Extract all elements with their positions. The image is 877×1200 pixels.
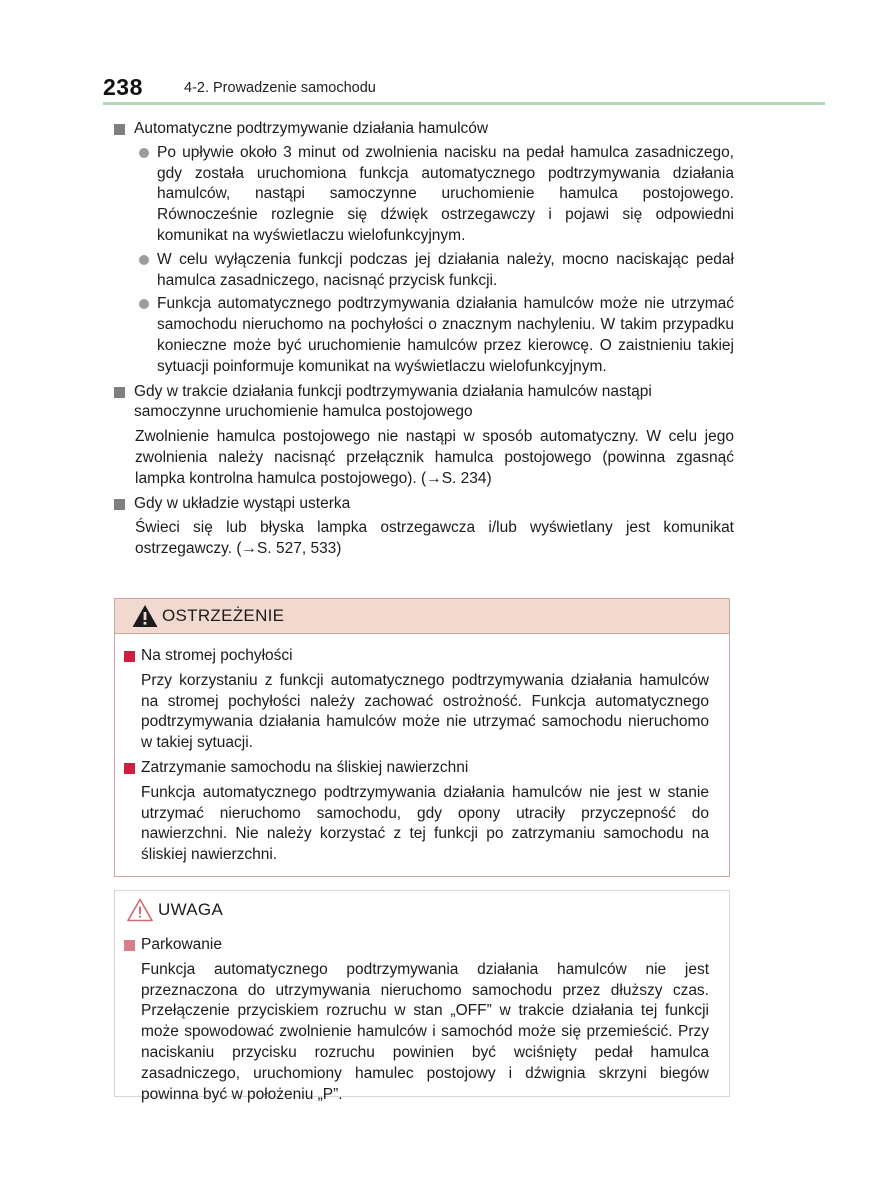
header-rule: [103, 102, 825, 105]
warning-item-heading: [122, 758, 709, 779]
notice-header: [115, 891, 729, 926]
section-heading: [112, 119, 734, 140]
warning-item-heading: [122, 646, 709, 667]
notice-title: UWAGA: [158, 900, 224, 919]
notice-item-text: Funkcja automatycznego podtrzymywania działania hamulców nie jest przeznaczona do utrzymywania nieruchomo samochodu przez dłuższy czas. Przełączenie przyciskiem rozruchu w stan „OFF” w trakcie działania tej funkcji może spowodować zwolnienie hamulców i samochód może się przemieścić. Przy naciskaniu przycisku rozruchu powinien być wciśnięty pedał hamulca zasadniczego, uruchomiony hamulec postojowy i dźwignia skrzyni biegów powinna być w położeniu „P”.: [141, 960, 709, 1103]
page-number: 238: [103, 74, 143, 100]
section-heading-text: Gdy w trakcie działania funkcji podtrzymywania działania hamulców nastąpi samoczynne uruchomienie hamulca postojowego: [134, 382, 652, 421]
notice-item-heading: [122, 935, 709, 956]
warning-box: [114, 598, 730, 877]
main-content: [112, 117, 734, 560]
list-item-text: Po upływie około 3 minut od zwolnienia nacisku na pedał hamulca zasadniczego, gdy została uruchomiona funkcja automatycznego podtrzymywania działania hamulców, nastąpi samoczynne uruchomienie hamulca postojowego. Równocześnie rozlegnie się dźwięk ostrzegawczy i pojawi się odpowiedni komunikat na wyświetlaczu wielofunkcyjnym.: [157, 143, 734, 244]
round-bullet-icon: [139, 255, 149, 265]
notice-item-heading-text: Parkowanie: [141, 936, 222, 953]
round-bullet-icon: [139, 299, 149, 309]
square-bullet-icon: [114, 124, 125, 135]
warning-item-heading-text: Zatrzymanie samochodu na śliskiej nawierzchni: [141, 758, 469, 776]
square-bullet-icon: [124, 940, 135, 951]
section-heading-text: Gdy w układzie wystąpi usterka: [134, 494, 351, 512]
warning-item-text: Funkcja automatycznego podtrzymywania działania hamulców nie jest w stanie utrzymać nieruchomo samochodu, gdy opony utraciły przyczepność do nawierzchni. Nie należy korzystać z tej funkcji po zatrzymaniu samochodu na śliskiej nawierzchni.: [141, 783, 709, 864]
notice-body: [115, 926, 729, 1105]
list-item: [112, 143, 734, 247]
warning-triangle-icon: [131, 603, 159, 629]
section-heading: [112, 382, 734, 424]
square-bullet-icon: [124, 763, 135, 774]
square-bullet-icon: [114, 499, 125, 510]
list-item-text: W celu wyłączenia funkcji podczas jej działania należy, mocno naciskając pedał hamulca zasadniczego, nacisnąć przycisk funkcji.: [157, 250, 734, 289]
section-paragraph: Świeci się lub błyska lampka ostrzegawcza i/lub wyświetlany jest komunikat ostrzegawczy. (→S. 527, 533): [135, 519, 734, 558]
caution-triangle-outline-icon: [126, 897, 154, 923]
warning-header: [115, 599, 729, 634]
section-header: 4-2. Prowadzenie samochodu: [184, 80, 376, 96]
warning-title: OSTRZEŻENIE: [162, 606, 285, 625]
section-heading-text: Automatyczne podtrzymywanie działania hamulców: [134, 120, 489, 137]
warning-item-heading-text: Na stromej pochyłości: [141, 647, 293, 664]
notice-box: [114, 890, 730, 1103]
section-heading: [112, 494, 734, 515]
list-item-text: Funkcja automatycznego podtrzymywania działania hamulców może nie utrzymać samochodu nieruchomo na pochyłości o znacznym nachyleniu. W takim przypadku konieczne może być uruchomienie hamulców przez kierowcę. O zaistnieniu takiej sytuacji poinformuje komunikat na wyświetlaczu wielofunkcyjnym.: [157, 295, 734, 375]
square-bullet-icon: [114, 387, 125, 398]
round-bullet-icon: [139, 148, 149, 158]
warning-body: [115, 634, 729, 866]
section-paragraph: Zwolnienie hamulca postojowego nie nastąpi w sposób automatyczny. W celu jego zwolnienia należy nacisnąć przełącznik hamulca postojowego (powinna zgasnąć lampka kontrolna hamulca postojowego). (→S. 234): [135, 428, 734, 487]
square-bullet-icon: [124, 651, 135, 662]
list-item: [112, 250, 734, 292]
warning-item-text: Przy korzystaniu z funkcji automatycznego podtrzymywania działania hamulców na stromej pochyłości należy zachować ostrożność. Funkcja automatycznego podtrzymywania działania hamulców może nie utrzymać samochodu nieruchomo w takiej sytuacji.: [141, 671, 709, 752]
list-item: [112, 294, 734, 377]
